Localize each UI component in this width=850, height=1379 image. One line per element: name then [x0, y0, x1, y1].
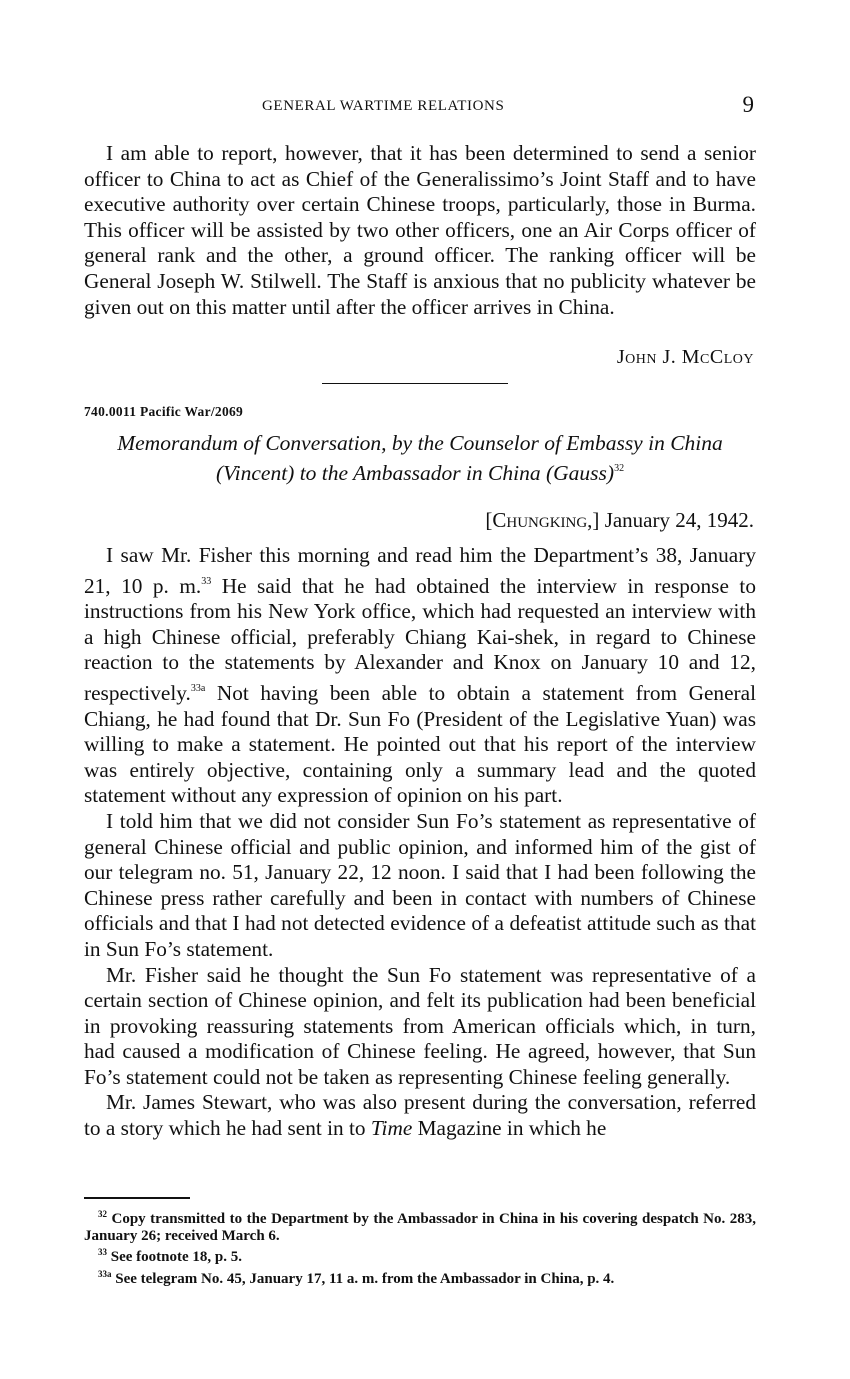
memo-paragraph-4-part-a: Mr. James Stewart, who was also present during the conversation, referred to a story which he had sent in to — [84, 1090, 756, 1141]
letter-paragraph: I am able to report, however, that it has been determined to send a senior officer to China to act as Chief of the Generalissimo’s Joint Staff and to have executive authority over certain Chinese troops, particularly, those in Burma. This officer will be assisted by two other officers, one an Air Corps officer of general rank and the other, a ground officer. The ranking officer will be General Joseph W. Stilwell. The Staff is anxious that no publicity whatever be given out on this matter until after the officer arrives in China. — [84, 141, 756, 319]
memo-paragraph-1-part-c: Not having been able to obtain a statement from General Chiang, he had found that Dr. Sun Fo (President of the Legislative Yuan) was willing to make a statement. He pointed out that his report of the interview was entirely objective, containing only a summary lead and the quoted statement without any expression of opinion on his part. — [84, 680, 756, 808]
running-head: GENERAL WARTIME RELATIONS — [262, 98, 505, 114]
footnote-mark: 33 — [98, 1247, 107, 1257]
footnote-mark: 33a — [98, 1268, 112, 1279]
memo-paragraph-1-part-b: He said that he had obtained the interview in response to instructions from his New York office, which had requested an interview with a high Chinese official, preferably Chiang Kai-shek, in regard to Chinese reaction to the statements by Alexander and Knox on January 10 and 12, respectively. — [84, 573, 756, 705]
memo-paragraph-2: I told him that we did not consider Sun Fo’s statement as representative of general Chinese official and public opinion, and informed him of the gist of our telegram no. 51, January 22, 12 noon. I said that I had been following the Chinese press rather carefully and been in contact with numbers of Chinese officials and that I had not detected evidence of a defeatist attitude such as that in Sun Fo’s statement. — [84, 808, 756, 961]
page-header — [84, 92, 756, 122]
signature: John J. McCloy — [616, 346, 754, 368]
footnote-text: See footnote 18, p. 5. — [110, 1249, 242, 1265]
footnote-32 — [84, 1206, 756, 1244]
memo-body — [84, 543, 756, 1142]
memo-paragraph-4 — [84, 1090, 756, 1141]
magazine-title: Time — [370, 1116, 413, 1141]
page-number: 9 — [742, 92, 754, 117]
memo-title-text: Memorandum of Conversation, by the Counselor of Embassy in China (Vincent) to the Ambassador in China (Gauss) — [117, 431, 723, 485]
file-reference: 740.0011 Pacific War/2069 — [84, 404, 244, 419]
memo-paragraph-3: Mr. Fisher said he thought the Sun Fo statement was representative of a certain section of Chinese opinion, and felt its publication had been beneficial in provoking reassuring statements from American officials which, in turn, had caused a modification of Chinese feeling. He agreed, however, that Sun Fo’s statement could not be taken as representing Chinese feeling generally. — [84, 962, 756, 1089]
memo-paragraph-1 — [84, 543, 756, 809]
section-divider — [322, 383, 508, 384]
footnote-text: See telegram No. 45, January 17, 11 a. m. from the Ambassador in China, p. 4. — [115, 1270, 615, 1287]
footnote-text: Copy transmitted to the Department by the Ambassador in China in his covering despatch No. 283, January 26; received March 6. — [84, 1211, 756, 1244]
footnote-rule — [84, 1197, 190, 1199]
footnote-33 — [84, 1244, 756, 1266]
dateline-date: January 24, 1942. — [604, 508, 754, 532]
dateline — [485, 508, 754, 533]
memo-title — [84, 430, 756, 486]
footnote-ref-33a: 33a — [190, 682, 206, 694]
memo-paragraph-1-part-a: I saw Mr. Fisher this morning and read him the Department’s 38, January 21, 10 p. m. — [84, 543, 756, 598]
footnotes — [84, 1206, 756, 1287]
memo-paragraph-4-part-b: Magazine in which he — [412, 1116, 607, 1141]
footnote-mark: 32 — [98, 1209, 107, 1219]
footnote-ref-33: 33 — [201, 575, 212, 587]
footnote-33a — [84, 1266, 756, 1288]
footnote-ref-32: 32 — [614, 463, 625, 474]
dateline-place: [Chungking,] — [485, 508, 600, 532]
